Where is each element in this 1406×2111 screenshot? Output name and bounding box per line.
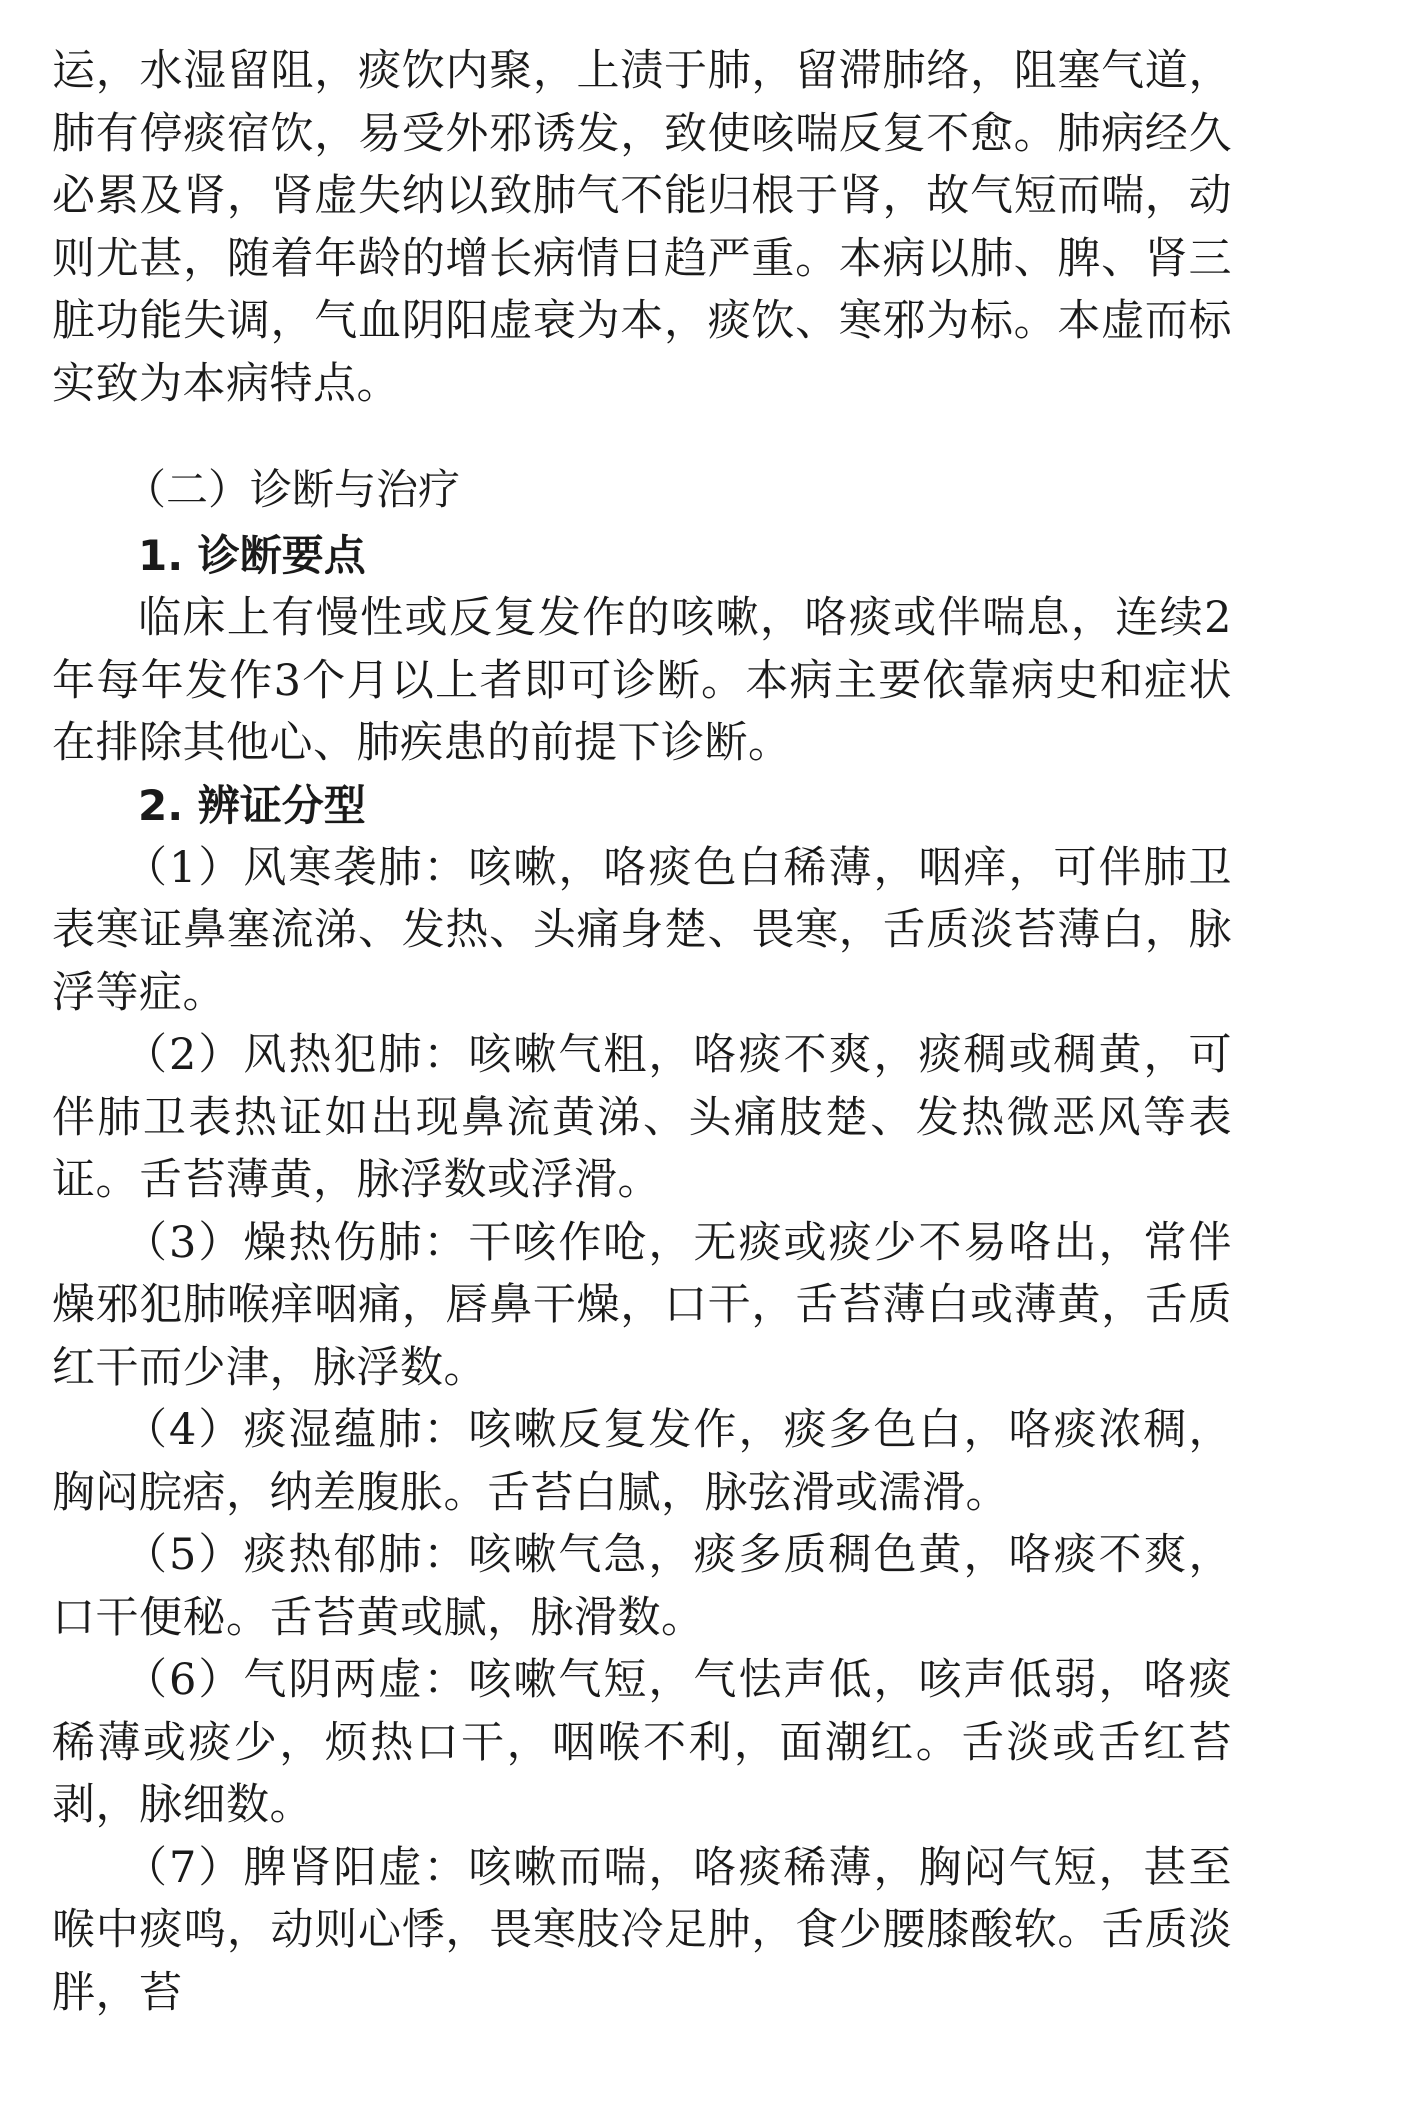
syndrome-item-2: （2）风热犯肺：咳嗽气粗，咯痰不爽，痰稠或稠黄，可伴肺卫表热证如出现鼻流黄涕、头痛肢楚、发热微恶风等表证。舌苔薄黄，脉浮数或浮滑。 bbox=[52, 1030, 1232, 1205]
syndrome-item-1: （1）风寒袭肺：咳嗽，咯痰色白稀薄，咽痒，可伴肺卫表寒证鼻塞流涕、发热、头痛身楚、畏寒，舌质淡苔薄白，脉浮等症。 bbox=[52, 842, 1232, 1018]
document-page bbox=[52, 40, 1232, 2024]
intro-paragraph: 运，水湿留阻，痰饮内聚，上渍于肺，留滞肺络，阻塞气道，肺有停痰宿饮，易受外邪诱发，致使咳喘反复不愈。肺病经久必累及肾，肾虚失纳以致肺气不能归根于肾，故气短而喘，动则尤甚，随着年龄的增长病情日趋严重。本病以肺、脾、肾三脏功能失调，气血阴阳虚衰为本，痰饮、寒邪为标。本虚而标实致为本病特点。 bbox=[52, 46, 1232, 409]
subsection-heading-syndrome-types: 2. 辨证分型 bbox=[138, 780, 366, 830]
subsection-heading-diagnosis: 1. 诊断要点 bbox=[138, 531, 366, 580]
syndrome-item-7: （7）脾肾阳虚：咳嗽而喘，咯痰稀薄，胸闷气短，甚至喉中痰鸣，动则心悸，畏寒肢冷足肿，食少腰膝酸软。舌质淡胖，苔 bbox=[52, 1842, 1232, 2018]
syndrome-item-3: （3）燥热伤肺：干咳作呛，无痰或痰少不易咯出，常伴燥邪犯肺喉痒咽痛，唇鼻干燥，口干，舌苔薄白或薄黄，舌质红干而少津，脉浮数。 bbox=[52, 1217, 1232, 1393]
section-heading: （二）诊断与治疗 bbox=[124, 465, 461, 514]
syndrome-item-4: （4）痰湿蕴肺：咳嗽反复发作，痰多色白，咯痰浓稠，胸闷脘痞，纳差腹胀。舌苔白腻，脉弦滑或濡滑。 bbox=[52, 1405, 1232, 1518]
syndrome-item-6: （6）气阴两虚：咳嗽气短，气怯声低，咳声低弱，咯痰稀薄或痰少，烦热口干，咽喉不利，面潮红。舌淡或舌红苔剥，脉细数。 bbox=[52, 1655, 1232, 1830]
syndrome-item-5: （5）痰热郁肺：咳嗽气急，痰多质稠色黄，咯痰不爽，口干便秘。舌苔黄或腻，脉滑数。 bbox=[52, 1530, 1232, 1643]
spacer bbox=[52, 415, 1232, 459]
diagnosis-paragraph: 临床上有慢性或反复发作的咳嗽，咯痰或伴喘息，连续2年每年发作3个月以上者即可诊断。本病主要依靠病史和症状在排除其他心、肺疾患的前提下诊断。 bbox=[52, 593, 1232, 768]
